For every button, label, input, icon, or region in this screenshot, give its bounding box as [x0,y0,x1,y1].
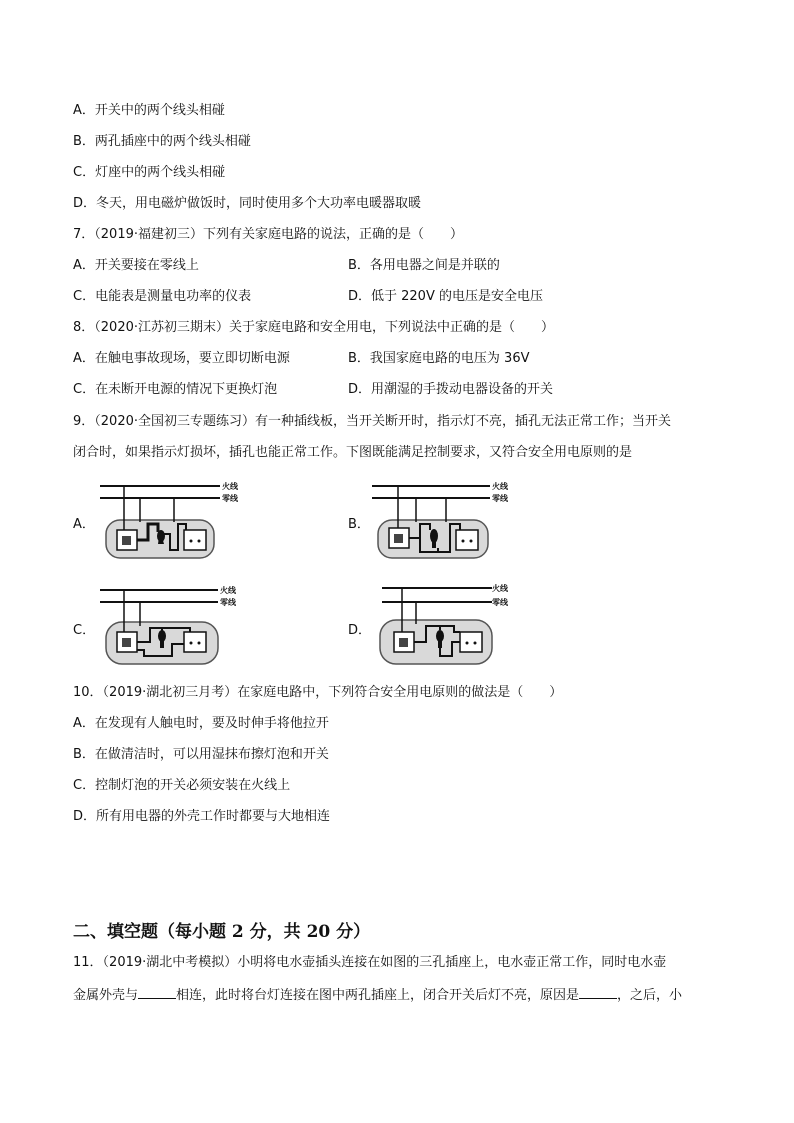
q11-text-b: 相连，此时将台灯连接在图中两孔插座上，闭合开关后灯不亮，原因是 [176,988,580,1003]
q11-blank-1[interactable] [138,986,176,999]
neutral-wire-label: 零线 [222,494,238,503]
q10-option-a: A．在发现有人触电时，要及时伸手将他拉开 [73,716,329,731]
live-wire-label: 火线 [492,482,508,491]
neutral-wire-label: 零线 [492,598,508,607]
q6-option-b: B．两孔插座中的两个线头相碰 [73,134,251,149]
q9-stem-line1: 9．（2020·全国初三专题练习）有一种插线板，当开关断开时，指示灯不亮，插孔无法正常工作；当开关 [73,414,671,429]
q11-blank-2[interactable] [579,986,617,999]
live-wire-label: 火线 [492,584,508,593]
q8-option-a: A．在触电事故现场，要立即切断电源 [73,351,290,366]
q9-diagram-a [100,478,250,564]
q8-option-c: C．在未断开电源的情况下更换灯泡 [73,382,278,397]
live-wire-label: 火线 [220,586,236,595]
q9-stem-line2: 闭合时，如果指示灯损坏，插孔也能正常工作。下图既能满足控制要求，又符合安全用电原则的是 [73,445,633,460]
q7-option-d: D．低于 220V 的电压是安全电压 [348,289,543,304]
q8-stem: 8．（2020·江苏初三期末）关于家庭电路和安全用电，下列说法中正确的是（ ） [73,320,554,335]
q11-line2 [73,986,682,1005]
q11-text-a: 金属外壳与 [73,988,139,1003]
neutral-wire-label: 零线 [492,494,508,503]
q9-label-a: A． [73,517,95,532]
q8-option-b: B．我国家庭电路的电压为 36V [348,351,530,366]
q9-diagram-c [100,584,250,670]
live-wire-label: 火线 [222,482,238,491]
q7-stem: 7．（2019·福建初三）下列有关家庭电路的说法，正确的是（ ） [73,227,463,242]
q7-option-b: B．各用电器之间是并联的 [348,258,500,273]
q7-option-a: A．开关要接在零线上 [73,258,199,273]
q10-option-d: D．所有用电器的外壳工作时都要与大地相连 [73,809,331,824]
q6-option-c: C．灯座中的两个线头相碰 [73,165,226,180]
q9-label-d: D． [348,623,372,638]
q10-option-c: C．控制灯泡的开关必须安装在火线上 [73,778,291,793]
q6-option-d: D．冬天，用电磁炉做饭时，同时使用多个大功率电暖器取暖 [73,196,422,211]
q11-line1: 11．（2019·湖北中考模拟）小明将电水壶插头连接在如图的三孔插座上，电水壶正常工作，同时电水壶 [73,955,667,970]
q9-diagram-d [372,580,522,670]
q10-stem: 10．（2019·湖北初三月考）在家庭电路中，下列符合安全用电原则的做法是（ ） [73,685,563,700]
q10-option-b: B．在做清洁时，可以用湿抹布擦灯泡和开关 [73,747,329,762]
q7-option-c: C．电能表是测量电功率的仪表 [73,289,252,304]
q9-label-b: B． [348,517,370,532]
q11-text-c: ，之后，小 [617,988,683,1003]
neutral-wire-label: 零线 [220,598,236,607]
q8-option-d: D．用潮湿的手拨动电器设备的开关 [348,382,554,397]
q6-option-a: A．开关中的两个线头相碰 [73,103,225,118]
section-title-fill-in: 二、填空题（每小题 2 分，共 20 分） [73,922,371,942]
q9-diagram-b [372,478,522,564]
q9-label-c: C． [73,623,96,638]
